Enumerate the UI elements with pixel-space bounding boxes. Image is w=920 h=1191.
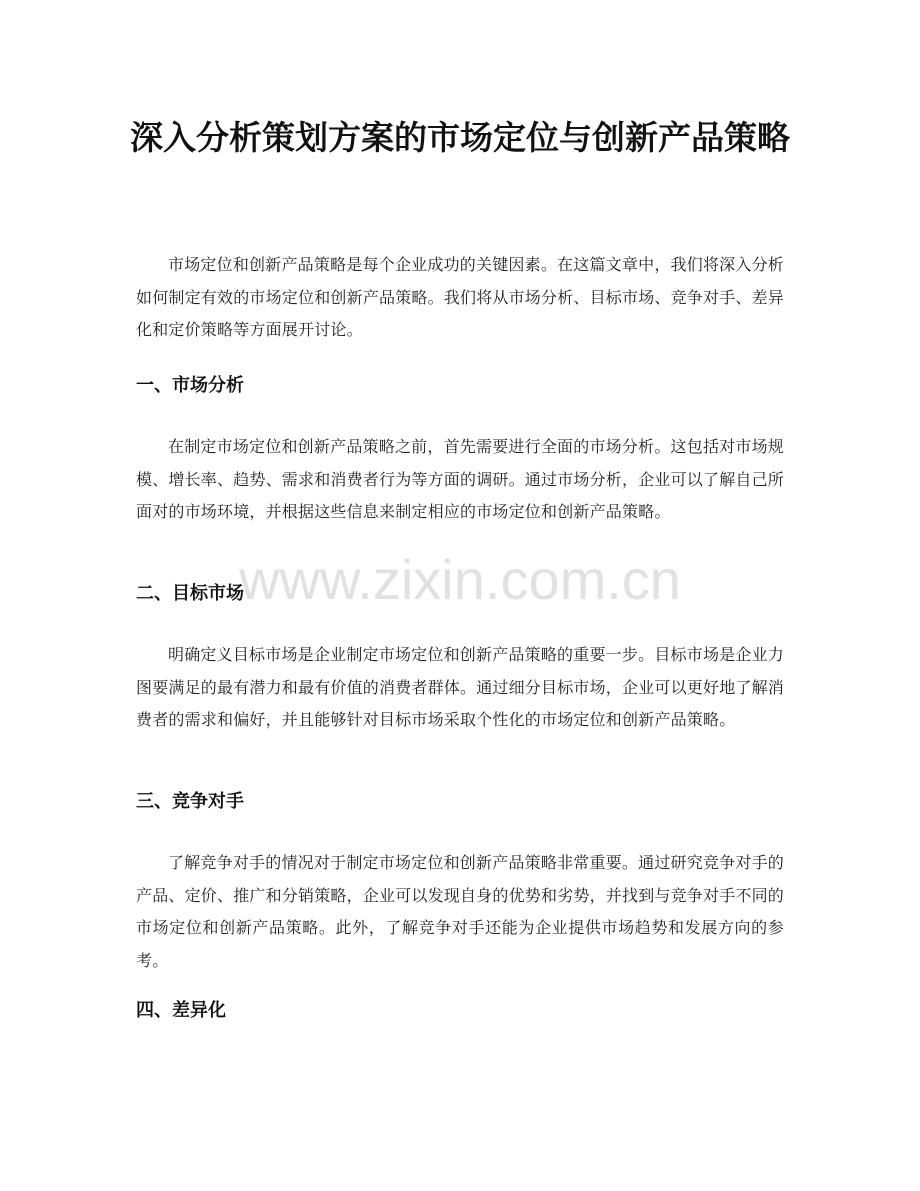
section-body: 了解竞争对手的情况对于制定市场定位和创新产品策略非常重要。通过研究竞争对手的产品、定价、推广和分销策略，企业可以发现自身的优势和劣势，并找到与竞争对手不同的市场定位和创新产品策略。此外，了解竞争对手还能为企业提供市场趋势和发展方向的参考。 (136, 853, 785, 970)
section-market-analysis (136, 373, 784, 529)
section-competitors (136, 789, 784, 977)
section-heading: 二、目标市场 (136, 583, 244, 604)
section-heading: 四、差异化 (136, 1000, 226, 1021)
section-heading: 三、竞争对手 (136, 791, 244, 812)
intro-paragraph: 市场定位和创新产品策略是每个企业成功的关键因素。在这篇文章中，我们将深入分析如何制定有效的市场定位和创新产品策略。我们将从市场分析、目标市场、竞争对手、差异化和定价策略等方面展开讨论。 (136, 255, 785, 339)
section-heading: 一、市场分析 (136, 375, 244, 396)
document-title: 深入分析策划方案的市场定位与创新产品策略 (130, 118, 790, 157)
watermark: www.zixin.com.cn (239, 548, 681, 611)
section-body: 在制定市场定位和创新产品策略之前，首先需要进行全面的市场分析。这包括对市场规模、增长率、趋势、需求和消费者行为等方面的调研。通过市场分析，企业可以了解自己所面对的市场环境，并根据这些信息来制定相应的市场定位和创新产品策略。 (136, 437, 785, 521)
section-body: 明确定义目标市场是企业制定市场定位和创新产品策略的重要一步。目标市场是企业力图要满足的最有潜力和最有价值的消费者群体。通过细分目标市场，企业可以更好地了解消费者的需求和偏好，并且能够针对目标市场采取个性化的市场定位和创新产品策略。 (136, 645, 785, 729)
section-differentiation (136, 998, 784, 1024)
section-target-market (136, 581, 784, 737)
